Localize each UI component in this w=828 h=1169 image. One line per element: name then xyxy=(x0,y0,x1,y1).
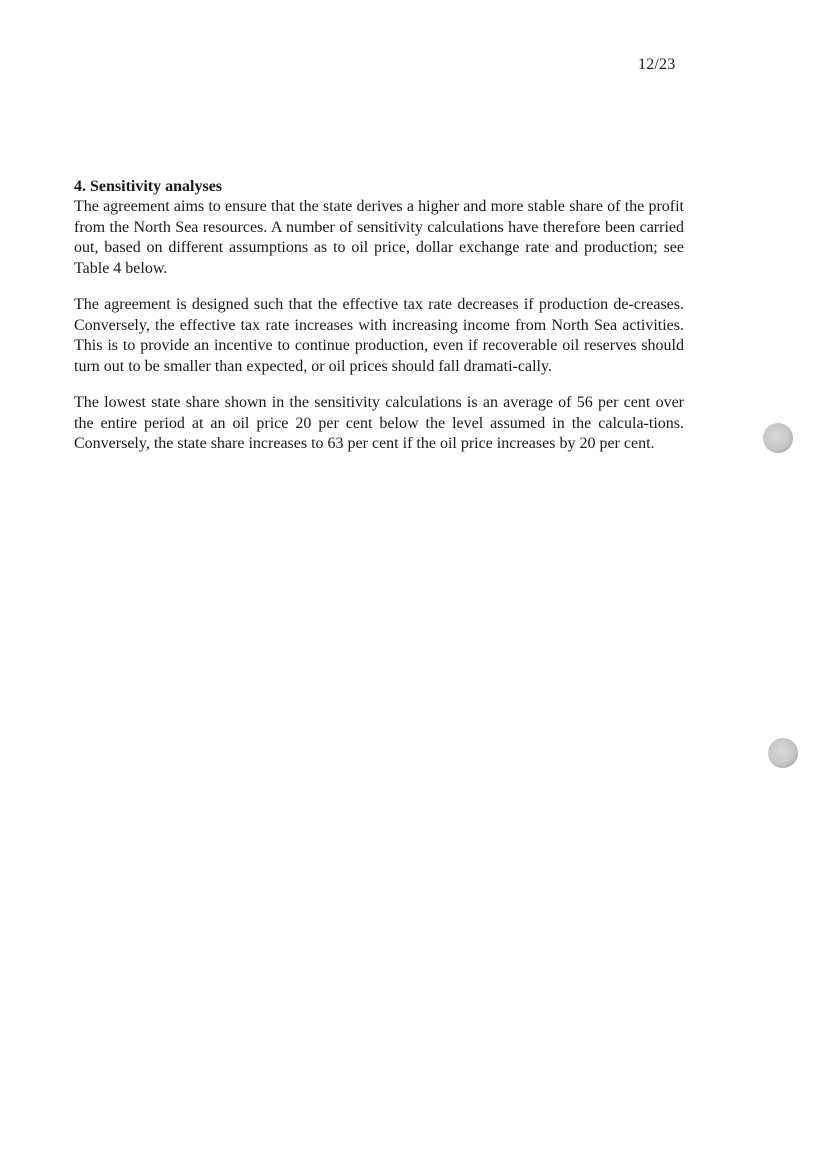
punch-hole-top xyxy=(763,423,793,453)
document-body xyxy=(74,177,684,471)
paragraph-intro: The agreement aims to ensure that the state derives a higher and more stable share of the profit from the North Sea resources. A number of sensitivity calculations have therefore been carried out, based on different assumptions as to oil price, dollar exchange rate and production; see Table 4 below. xyxy=(74,198,684,277)
paragraph-state-share: The lowest state share shown in the sensitivity calculations is an average of 56 per cent over the entire period at an oil price 20 per cent below the level assumed in the calcula-tions. Conversely, the state share increases to 63 per cent if the oil price increases by 20 per cent. xyxy=(74,394,684,452)
section-heading: 4. Sensitivity analyses xyxy=(74,178,223,195)
punch-hole-bottom xyxy=(768,738,798,768)
page-number: 12/23 xyxy=(638,56,676,73)
paragraph-design: The agreement is designed such that the effective tax rate decreases if production de-creases. Conversely, the effective tax rate increases with increasing income from North Sea activities. This is to provide an incentive to continue production, even if recoverable oil reserves should turn out to be smaller than expected, or oil prices should fall dramati-cally. xyxy=(74,296,684,375)
